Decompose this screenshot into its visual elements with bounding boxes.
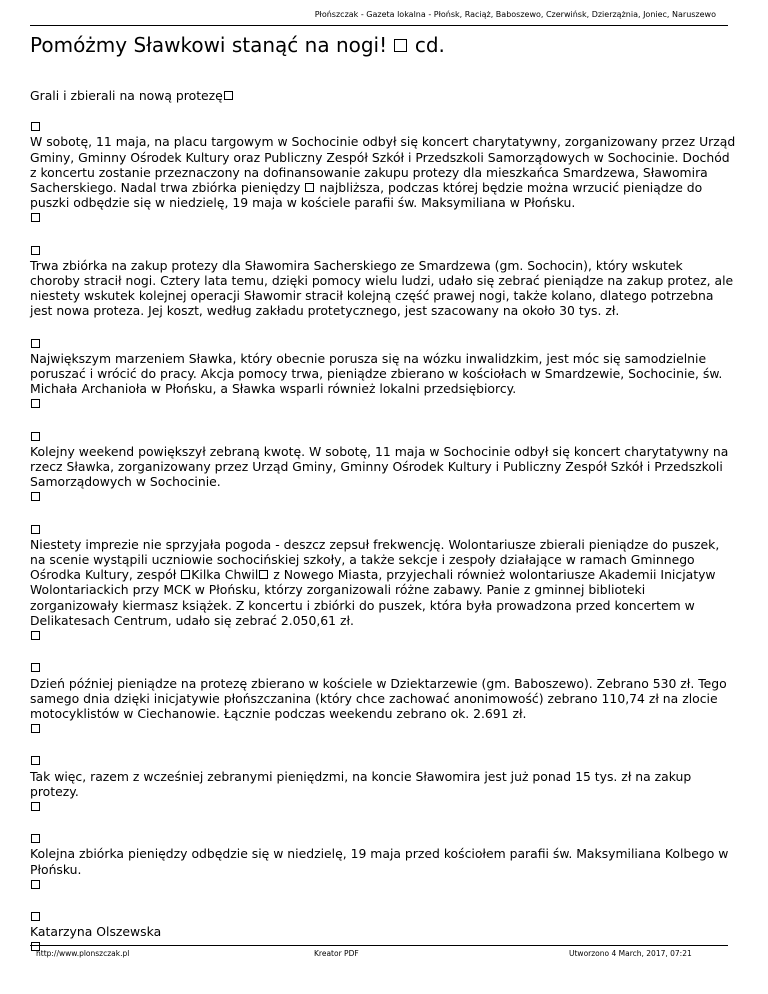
paragraph-1-text: W sobotę, 11 maja, na placu targowym w Sochocinie odbył się koncert charytatywny, zorganizowany przez Urząd Gminy, Gminny Ośrodek Kultury oraz Publiczny Zespół Szkół i Przedszkoli Samorządowych w Sochocinie. Dochód z koncertu zostanie przeznaczony na dofinansowanie zakupu protezy dla mieszkańca Smardzewa, Sławomira Sacherskiego. Nadal trwa zbiórka pieniędzy (30, 134, 736, 196)
footer-created: Utworzono 4 March, 2017, 07:21 (569, 949, 692, 958)
paragraph-4-text: Kolejny weekend powiększył zebraną kwotę. W sobotę, 11 maja w Sochocinie odbył się koncert charytatywny na rzecz Sławka, zorganizowany przez Urząd Gminy, Gminny Ośrodek Kultury i Publiczny Zespół Szkół i Przedszkoli Samorządowych w Sochocinie. (30, 443, 729, 490)
paragraph-5a-text: Niestety imprezie nie sprzyjała pogoda - deszcz zepsuł frekwencję. Wolontariusze zbierali pieniądze do puszek, na scenie wystąpili uczniowie sochocińskiej szkoły, a także sekcje i zespoły działające w ramach Gminnego Ośrodka Kultury, zespół (30, 536, 720, 583)
missing-glyph-icon (31, 122, 40, 131)
missing-glyph-icon (31, 834, 40, 843)
page-header: Płońszczak - Gazeta lokalna - Płońsk, Raciąż, Baboszewo, Czerwińsk, Dzierzążnia, Joniec, Naruszewo (314, 10, 716, 19)
paragraph-3 (30, 336, 736, 412)
missing-glyph-icon (31, 756, 40, 765)
paragraph-8-text: Kolejna zbiórka pieniędzy odbędzie się w niedzielę, 19 maja przed kościołem parafii św. Maksymiliana Kolbego w Płońsku. (30, 846, 729, 877)
paragraph-5c-text: z Nowego Miasta, przyjechali również wolontariusze Akademii Inicjatyw Wolontariackich przy MCK w Płońsku, którzy zorganizowali różne zabawy. Panie z gminnej biblioteki zorganizowały kiermasz książek. Z koncertu i zbiórki do puszek, która była prowadzona przed koncertem w Delikatesach Centrum, udało się zebrać 2.050,61 zł. (30, 567, 716, 628)
paragraph-2 (30, 243, 736, 319)
missing-glyph-icon (31, 399, 40, 408)
paragraph-7 (30, 753, 736, 814)
missing-glyph-icon (181, 570, 190, 579)
lead-text: Grali i zbierali na nową protezę (30, 88, 223, 103)
missing-glyph-icon (305, 183, 314, 192)
paragraph-8 (30, 831, 736, 892)
title-suffix: cd. (414, 33, 445, 57)
missing-glyph-icon (259, 570, 268, 579)
missing-glyph-icon (224, 91, 233, 100)
author-block (30, 909, 736, 955)
missing-glyph-icon (31, 724, 40, 733)
article-lead (30, 88, 736, 103)
paragraph-5 (30, 522, 736, 644)
missing-glyph-icon (31, 246, 40, 255)
paragraph-4 (30, 429, 736, 505)
article-body (30, 88, 736, 972)
missing-glyph-icon (31, 912, 40, 921)
missing-glyph-icon (31, 631, 40, 640)
paragraph-6-text: Dzień później pieniądze na protezę zbierano w kościele w Dziektarzewie (gm. Baboszewo). Zebrano 530 zł. Tego samego dnia dzięki inicjatywie płońszczanina (który chce zachować anonimowość) zebrano 110,74 zł na zlocie motocyklistów w Ciechanowie. Łącznie podczas weekendu zebrano ok. 2.691 zł. (30, 675, 727, 721)
missing-glyph-icon (31, 880, 40, 889)
paragraph-3-text: Największym marzeniem Sławka, który obecnie porusza się na wózku inwalidzkim, jest móc się samodzielnie poruszać i wrócić do pracy. Akcja pomocy trwa, pieniądze zbierano w kościołach w Smardzewie, Sochocinie, św. Michała Archanioła w Płońsku, a Sławka wsparli również lokalni przedsiębiorcy. (30, 350, 723, 397)
paragraph-7-text: Tak więc, razem z wcześniej zebranymi pieniędzmi, na koncie Sławomira jest już ponad 15 tys. zł na zakup protezy. (30, 768, 692, 799)
band-name: Kilka Chwil (191, 567, 259, 583)
footer-url[interactable]: http://www.plonszczak.pl (36, 949, 130, 958)
title-text: Pomóżmy Sławkowi stanąć na nogi! (30, 33, 388, 57)
missing-glyph-icon (31, 802, 40, 811)
missing-glyph-icon (31, 432, 40, 441)
missing-glyph-icon (31, 213, 40, 222)
footer-divider (30, 945, 728, 946)
author-name: Katarzyna Olszewska (30, 924, 162, 940)
missing-glyph-icon (31, 492, 40, 501)
missing-glyph-icon (31, 525, 40, 534)
paragraph-1b-text: najbliższa, podczas której będzie można wrzucić pieniądze do puszki odbędzie się w niedzielę, 19 maja w kościele parafii św. Maksymiliana w Płońsku. (30, 180, 703, 211)
footer-generator: Kreator PDF (314, 949, 359, 958)
article-title (30, 33, 445, 57)
header-divider (30, 25, 728, 26)
missing-glyph-icon (31, 339, 40, 348)
paragraph-6 (30, 660, 736, 736)
missing-glyph-icon (394, 39, 407, 52)
missing-glyph-icon (31, 663, 40, 672)
paragraph-2-text: Trwa zbiórka na zakup protezy dla Sławomira Sacherskiego ze Smardzewa (gm. Sochocin), który wskutek choroby stracił nogi. Cztery lata temu, dzięki pomocy wielu ludzi, udało się zebrać pieniądze na zakup protez, ale niestety wskutek kolejnej operacji Sławomir stracił kolejną część prawej nogi, także kolano, dlatego potrzebna jest nowa proteza. Jej koszt, według zakładu protetycznego, jest szacowany na około 30 tys. zł. (30, 257, 734, 319)
paragraph-1 (30, 119, 736, 225)
